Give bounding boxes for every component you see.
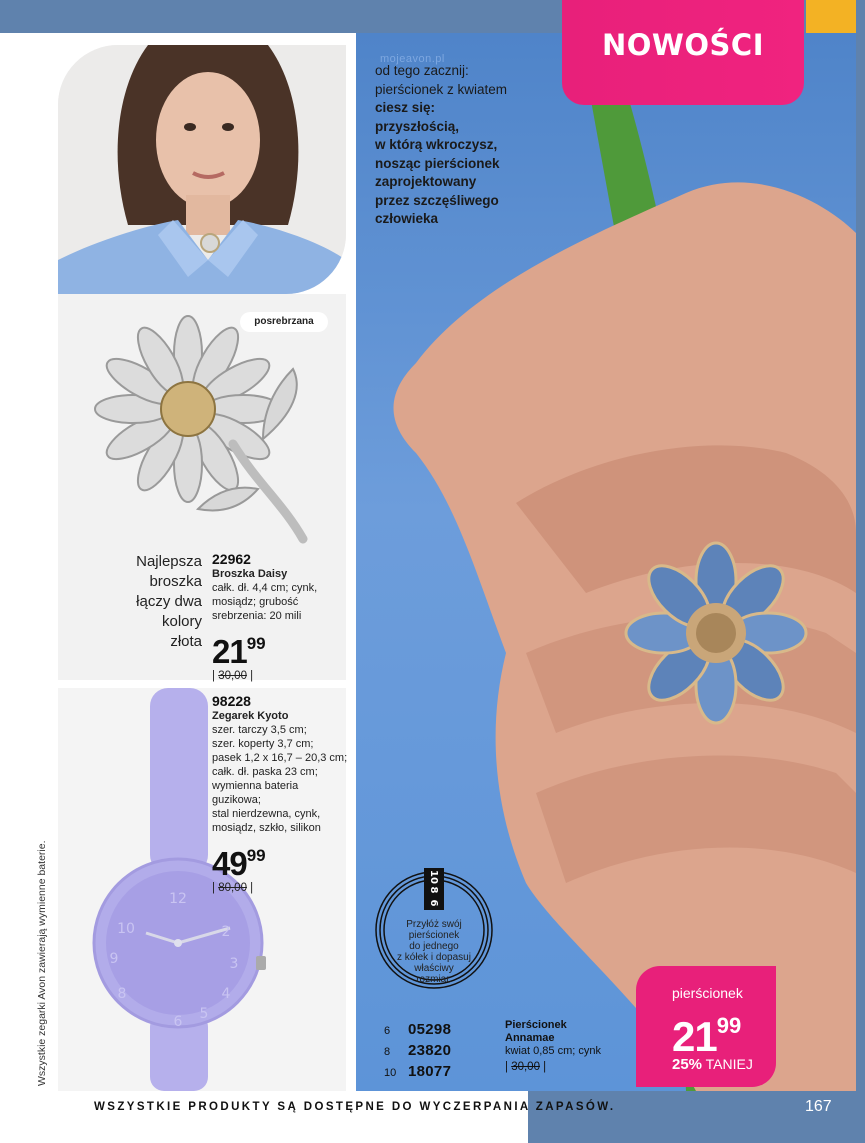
product-detail: szer. tarczy 3,5 cm; [212,724,307,736]
old-price: | 80,00 | [212,882,254,894]
product-detail: pasek 1,2 x 16,7 – 20,3 cm; [212,752,348,764]
product-code: 98228 [212,693,251,709]
headline-line: od tego zacznij: [375,63,469,78]
tagline-line: łączy dwa [136,593,202,610]
brooch-tagline [110,552,202,652]
tagline-line: kolory [161,613,202,630]
product-price: $21^{99}$ [212,633,266,670]
tagline-line: Najlepsza [136,553,202,570]
dial-number: 2 [221,924,231,940]
headline-line: nosząc pierścionek [375,155,500,171]
size-row: 6 05298 [384,1021,452,1038]
dial-number: 3 [229,956,239,972]
product-name: Zegarek Kyoto [212,710,289,722]
sizer-text-line: właściwy [414,963,454,974]
product-detail: całk. dł. paska 23 cm; [212,766,318,778]
model-photo [58,45,346,294]
product-detail: stal nierdzewna, cynk, [212,808,321,820]
dial-number: 5 [199,1006,209,1022]
product-detail: całk. dł. 4,4 cm; cynk, [212,582,318,594]
tagline-line: złota [170,633,202,650]
sizer-text-line: z kółek i dopasuj [397,952,471,963]
dial-number: 4 [221,986,231,1002]
brooch-product-info [212,551,352,683]
price-label: pierścionek [672,985,743,1001]
headline-line: przyszłością, [375,118,460,134]
headline-line: w którą wkroczysz, [375,137,498,152]
product-detail: mosiądz; grubość [212,596,299,608]
watermark: mojeavon.pl [380,53,445,65]
sizer-label: 8 [428,886,439,894]
sizer-label: 6 [428,899,439,907]
watch-product-info [212,693,352,895]
size-row: 10 18077 [384,1063,452,1080]
old-price: | 30,00 | [505,1061,547,1073]
product-detail: szer. koperty 3,7 cm; [212,738,314,750]
woman-with-brooch-illustration [58,45,346,294]
product-name: Annamae [505,1032,555,1044]
availability-note: WSZYSTKIE PRODUKTY SĄ DOSTĘPNE DO WYCZERPANIA ZAPASÓW. [94,1101,616,1113]
sizer-text-line: pierścionek [408,930,460,941]
tagline-line: broszka [149,573,202,590]
product-name: Broszka Daisy [212,568,288,580]
ring-sizer-instructions [386,919,482,985]
right-edge-band [856,0,865,1143]
sizer-text-line: do jednego [409,941,459,952]
dial-number: 12 [169,891,187,907]
silver-plated-badge: posrebrzana [240,312,328,332]
product-detail: kwiat 0,85 cm; cynk [505,1045,601,1057]
ring-price: $21^{99}$ [672,1013,742,1060]
ring-product-info [505,1019,601,1074]
sizer-text-line: rozmiar. [416,974,452,985]
headline [375,62,575,229]
old-price: | 30,00 | [212,670,254,682]
product-detail: srebrzenia: 20 mili [212,610,302,622]
product-detail: guzikowa; [212,794,261,806]
battery-note: Wszystkie zegarki Avon zawierają wymienne baterie. [36,840,48,1086]
dial-number: 10 [117,921,135,937]
product-detail: wymienna bateria [212,780,299,792]
sizer-text-line: Przyłóż swój [406,919,462,930]
product-price: $49^{99}$ [212,845,266,882]
headline-line: ciesz się: [375,100,436,115]
dial-number: 9 [109,951,119,967]
dial-number: 8 [117,986,127,1002]
page-number: 167 [805,1098,832,1115]
ring-size-codes [384,1020,451,1083]
product-code: 22962 [212,551,251,567]
product-detail: mosiądz, szkło, silikon [212,822,321,834]
dial-number: 6 [173,1014,183,1030]
headline-line: człowieka [375,211,439,226]
new-products-badge: NOWOŚCI [562,0,804,105]
headline-line: przez szczęśliwego [375,192,499,208]
sizer-label: 10 [428,870,439,884]
discount-label: 25% TANIEJ [672,1056,753,1073]
product-name: Pierścionek [505,1019,567,1031]
headline-line: pierścionek z kwiatem [375,81,508,97]
headline-line: zaprojektowany [375,174,477,189]
size-row: 8 23820 [384,1042,452,1059]
ring-price-box [636,966,776,1087]
